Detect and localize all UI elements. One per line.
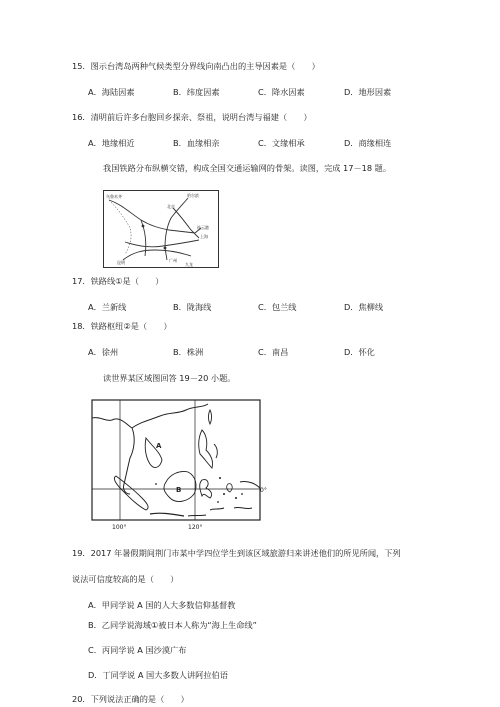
q19-option-d: D．丁同学说 A 国大多数人讲阿拉伯语	[88, 670, 228, 680]
q15-option-b: B．纬度因素	[173, 87, 220, 97]
intro-17-18: 我国铁路分布纵横交错，构成全国交通运输网的骨架。读图，完成 17－18 题。	[103, 163, 392, 173]
map2-label-a: A	[156, 442, 162, 450]
q18-option-d: D．怀化	[344, 347, 375, 357]
q19-option-a: A．甲同学说 A 国的人大多数信仰基督教	[88, 600, 236, 610]
china-railway-map	[103, 190, 219, 268]
map2-label-b: B	[176, 486, 182, 494]
map1-label-urumqi: 乌鲁木齐	[106, 194, 122, 199]
q18-option-a: A．徐州	[88, 347, 119, 357]
question-16-stem: 16．清明前后许多台胞回乡探亲、祭祖，说明台湾与福建（ ）	[72, 112, 312, 122]
q16-option-c: C．文缘相承	[258, 138, 305, 148]
map1-label-beijing: 北京	[167, 204, 175, 209]
q15-option-a: A．海陆因素	[88, 87, 135, 97]
question-20-stem: 20．下列说法正确的是（ ）	[72, 694, 189, 704]
q18-option-c: C．南昌	[258, 347, 289, 357]
q15-option-d: D．地形因素	[344, 87, 392, 97]
q17-option-a: A．兰新线	[88, 302, 127, 312]
map1-label-shanghai: 上海	[200, 234, 208, 239]
question-18-stem: 18．铁路枢纽②是（ ）	[72, 321, 172, 331]
q16-option-d: D．商缘相连	[344, 138, 392, 148]
map2-label-100: 100°	[112, 524, 127, 531]
q19-option-b: B．乙同学说海域①被日本人称为“海上生命线”	[88, 620, 257, 630]
question-17-stem: 17．铁路线①是（ ）	[72, 276, 164, 286]
q17-option-d: D．焦柳线	[344, 302, 384, 312]
q16-option-a: A．地缘相近	[88, 138, 135, 148]
q17-option-b: B．陇海线	[173, 302, 212, 312]
q17-option-c: C．包兰线	[258, 302, 297, 312]
map1-label-guangzhou: 广州	[169, 258, 177, 263]
map1-label-lianyungang: 连云港	[197, 225, 209, 230]
map1-label-kunming: 昆明	[117, 260, 125, 265]
map1-label-kowloon: 九龙	[185, 262, 193, 267]
map2-label-120: 120°	[188, 524, 203, 531]
q19-option-c: C．丙同学说 A 国沙漠广布	[88, 645, 187, 655]
question-19-stem-line2: 说法可信度较高的是（ ）	[72, 574, 179, 584]
southeast-asia-map	[90, 398, 266, 532]
map2-label-equator: 0°	[260, 487, 267, 494]
question-19-stem-line1: 19．2017 年暑假期间荆门市某中学四位学生到该区域旅游归来讲述他们的所见所闻，下列	[72, 548, 401, 558]
q15-option-c: C．降水因素	[258, 87, 305, 97]
intro-19-20: 读世界某区域图回答 19－20 小题。	[103, 373, 236, 383]
map1-label-harbin: 哈尔滨	[187, 193, 199, 198]
q18-option-b: B．株洲	[173, 347, 204, 357]
question-15-stem: 15．图示台湾岛两种气候类型分界线向南凸出的主导因素是（ ）	[72, 61, 320, 71]
q16-option-b: B．血缘相亲	[173, 138, 220, 148]
